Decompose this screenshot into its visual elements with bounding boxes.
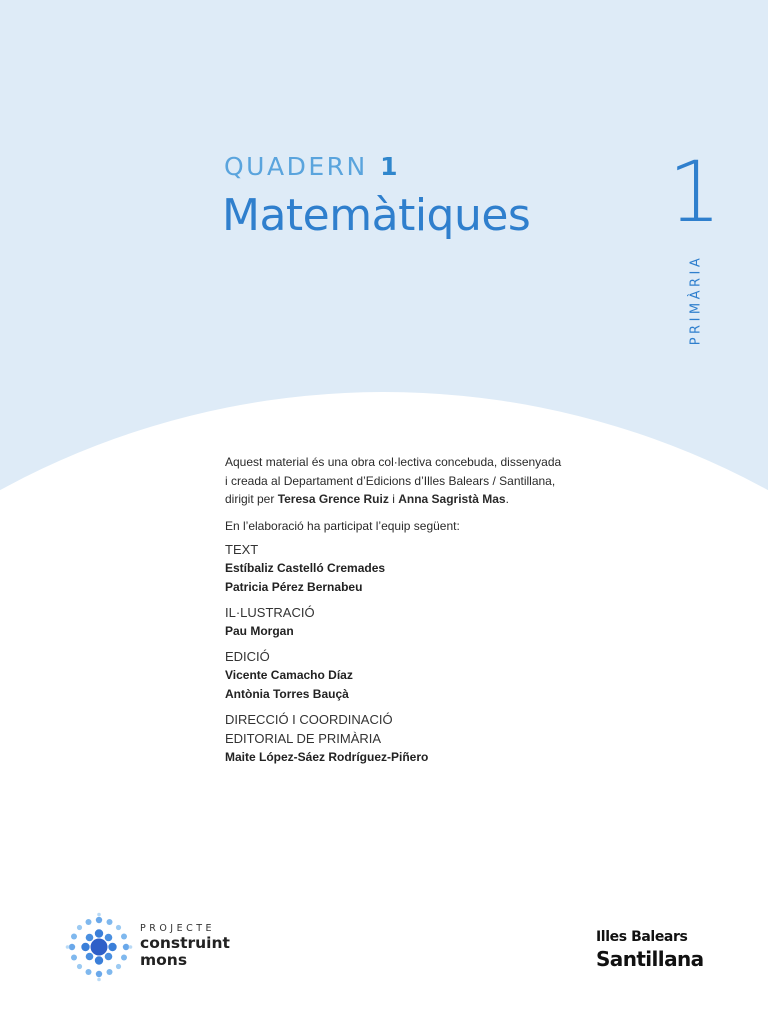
credit-group-edition [225,647,575,704]
intro-line-1: Aquest material és una obra col·lectiva concebuda, dissenyada [225,455,562,469]
director-name: Teresa Grence Ruiz [277,492,389,506]
page-title: Matemàtiques [222,190,531,241]
credits-lead: En l’elaboració ha participat l’equip següent: [225,518,460,533]
credit-group-text [225,540,575,597]
publisher-logo [596,928,704,972]
credit-person: Maite López-Sáez Rodríguez-Piñero [225,749,429,764]
dot-cluster-icon [64,912,134,982]
intro-line-3: dirigit per [225,492,278,506]
credit-group-illustration [225,603,575,641]
credit-group-title: DIRECCIÓ I COORDINACIÓ [225,711,393,727]
intro-conjunction: i [388,492,399,506]
level-number: 1 [668,143,722,241]
credits-intro [225,453,575,509]
publisher-name: Santillana [596,947,704,971]
director-name: Anna Sagristà Mas [398,492,506,506]
workbook-kicker [224,152,400,181]
credit-group-title-line-2: EDITORIAL DE PRIMÀRIA [225,730,382,746]
intro-line-2: i creada al Departament d’Edicions d’Illes Balears / Santillana, [225,473,556,488]
project-logo [64,912,264,984]
kicker-label: QUADERN [224,152,368,181]
project-name-line-1: construint [140,934,230,952]
credit-person: Patricia Pérez Bernabeu [225,579,363,594]
credit-person: Vicente Camacho Díaz [225,667,353,682]
credits-block [225,453,575,767]
level-label: PRIMÀRIA [688,254,704,346]
project-wordmark [140,923,230,969]
intro-end: . [505,492,509,506]
credit-group-title: TEXT [225,541,259,557]
project-kicker: PROJECTE [140,923,216,934]
credit-group-title: IL·LUSTRACIÓ [225,604,315,620]
credit-person: Antònia Torres Bauçà [225,686,349,701]
kicker-number: 1 [380,152,401,181]
credit-group-direction [225,710,575,767]
credit-person: Pau Morgan [225,623,294,638]
credit-group-title: EDICIÓ [225,648,270,664]
project-name-line-2: mons [140,951,188,969]
publisher-region: Illes Balears [596,929,688,945]
credit-person: Estíbaliz Castelló Cremades [225,560,386,575]
